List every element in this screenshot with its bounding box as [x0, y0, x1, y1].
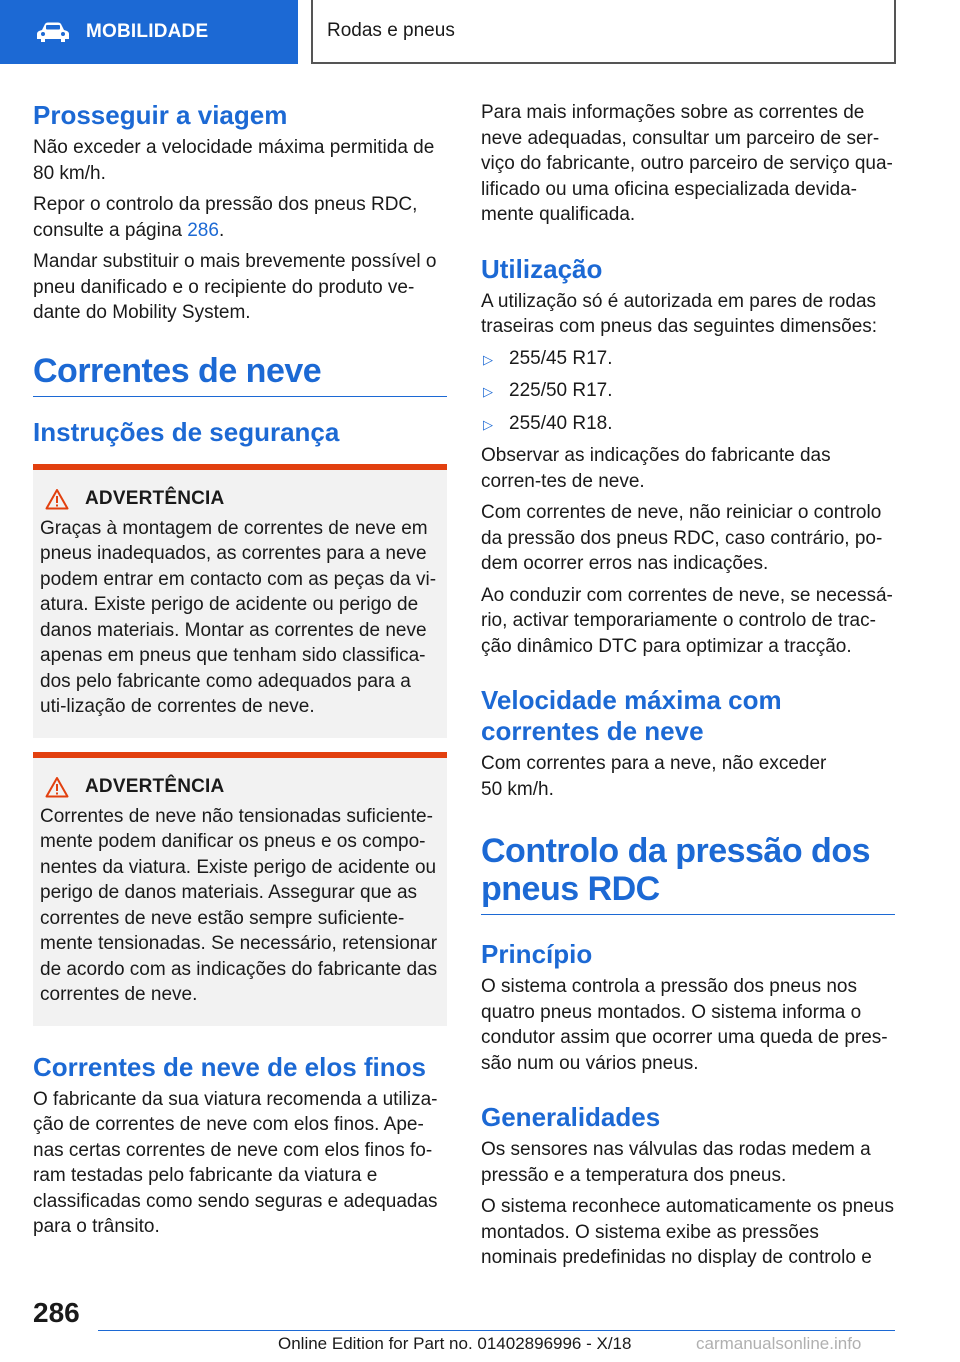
- paragraph: Com correntes de neve, não reiniciar o controlo da pressão dos pneus RDC, caso contrário, po-dem ocorrer erros nas indicações.: [481, 502, 883, 574]
- bullet-triangle-icon: ▷: [483, 351, 493, 367]
- paragraph: Os sensores nas válvulas das rodas medem a pressão e a temperatura dos pneus.: [481, 1139, 871, 1186]
- paragraph: Com correntes para a neve, não exceder 50 km/h.: [481, 753, 827, 800]
- bullet-triangle-icon: ▷: [483, 384, 493, 399]
- section-heading-block: [33, 352, 447, 397]
- paragraph: O sistema reconhece automaticamente os pneus montados. O sistema exibe as pressões nominais predefinidas no display de controlo e: [481, 1196, 894, 1268]
- list-item-text: 255/45 R17.: [509, 347, 613, 369]
- warning-text: Correntes de neve não tensionadas suficiente-mente podem danificar os pneus e os compo-nentes da viatura. Existe perigo de acidente ou perigo de danos materiais. Assegurar que as correntes de neve estão sempre suficiente-mente tensionadas. Se necessário, retensionar de acordo com as indicações do fabricante das correntes de neve.: [40, 805, 438, 1005]
- heading-elos: Correntes de neve de elos finos: [33, 1051, 427, 1082]
- right-column: [481, 100, 895, 1277]
- bullet-triangle-icon: ▷: [483, 416, 493, 432]
- heading-rdc: Controlo da pressão dos pneus RDC: [481, 832, 870, 908]
- heading-seguranca: Instruções de segurança: [33, 416, 340, 447]
- paragraph: O fabricante da sua viatura recomenda a utiliza-ção de correntes de neve com elos finos. Ape-nas certas correntes de neve com elos finos fo-ram testadas pelo fabricante da viatura e classificadas como sendo seguras e adequadas para o trânsito.: [33, 1088, 438, 1237]
- warning-box: [33, 752, 447, 1026]
- paragraph: O sistema controla a pressão dos pneus nos quatro pneus montados. O sistema informa o condutor assim que ocorrer uma queda de pres-são num ou vários pneus.: [481, 976, 888, 1074]
- heading-velocidade: Velocidade máxima com correntes de neve: [481, 685, 782, 746]
- heading-correntes: Correntes de neve: [33, 351, 322, 390]
- warning-triangle-icon: [45, 488, 69, 510]
- warning-title: ADVERTÊNCIA: [85, 487, 225, 509]
- paragraph-text: Repor o controlo da pressão dos pneus RDC, consulte a página: [33, 194, 418, 241]
- section-tab[interactable]: [0, 0, 298, 64]
- paragraph: Observar as indicações do fabricante das corren-tes de neve.: [481, 445, 831, 492]
- chapter-label: Rodas e pneus: [327, 20, 455, 41]
- paragraph: A utilização só é autorizada em pares de rodas traseiras com pneus das seguintes dimensões:: [481, 290, 878, 337]
- heading-utilizacao: Utilização: [481, 253, 603, 284]
- paragraph: [33, 192, 447, 243]
- list-item: [481, 411, 895, 438]
- section-label: MOBILIDADE: [86, 21, 209, 42]
- car-icon: [36, 21, 70, 43]
- tire-size-list: [481, 346, 895, 438]
- paragraph: Mandar substituir o mais brevemente possível o pneu danificado e o recipiente do produto ve-dante do Mobility System.: [33, 251, 437, 323]
- list-item: [481, 346, 895, 373]
- left-column: [33, 100, 447, 1246]
- warning-triangle-icon: [45, 776, 69, 798]
- warning-text: Graças à montagem de correntes de neve em pneus inadequados, as correntes para a neve podem entrar em contacto com as peças da vi-atura. Existe perigo de acidente ou perigo de danos materiais. Montar as correntes de neve apenas em pneus que tenham sido classifica-dos pelo fabricante como adequados para a uti-lização de correntes de neve.: [40, 517, 437, 717]
- paragraph: Para mais informações sobre as correntes de neve adequadas, consultar um parceiro de ser-viço do fabricante, outro parceiro de serviço qua-lificado ou uma oficina especializada devida-mente qualificada.: [481, 102, 893, 225]
- page-link[interactable]: 286: [187, 219, 219, 241]
- warning-header: [40, 776, 439, 798]
- chapter-title: [311, 0, 896, 64]
- list-item-text: 225/50 R17.: [509, 380, 613, 401]
- heading-prosseguir: Prosseguir a viagem: [33, 100, 288, 130]
- list-item: [481, 378, 895, 405]
- warning-box: [33, 464, 447, 738]
- warning-header: [40, 488, 439, 510]
- paragraph-text: .: [218, 219, 225, 241]
- heading-generalidades: Generalidades: [481, 1102, 661, 1132]
- section-heading-block: [481, 832, 895, 915]
- watermark: carmanualsonline.info: [696, 1334, 862, 1353]
- heading-principio: Princípio: [481, 939, 593, 969]
- warning-title: ADVERTÊNCIA: [85, 775, 225, 797]
- edition-text: Online Edition for Part no. 01402896996 - X/18: [278, 1334, 632, 1353]
- paragraph: Ao conduzir com correntes de neve, se necessá-rio, activar temporariamente o controlo de trac-ção dinâmico DTC para optimizar a tracção.: [481, 584, 893, 657]
- list-item-text: 255/40 R18.: [509, 412, 613, 434]
- page-number: 286: [33, 1297, 80, 1328]
- footer-divider: [98, 1330, 895, 1331]
- paragraph: Não exceder a velocidade máxima permitida de 80 km/h.: [33, 137, 435, 184]
